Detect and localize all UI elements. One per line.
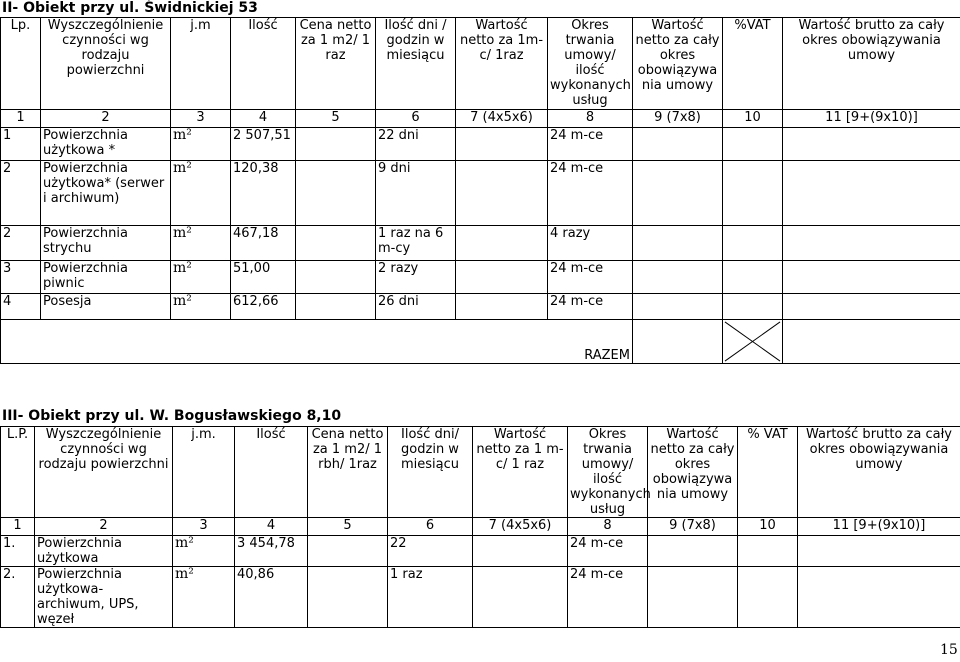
- header-cell: Wartość brutto za cały okres obowiązywania umowy: [783, 18, 960, 110]
- row-gross-total: [783, 161, 960, 226]
- row-lp: 1: [1, 128, 41, 161]
- row-days: 9 dni: [376, 161, 456, 226]
- row-lp: 2.: [1, 567, 35, 628]
- row-value: [456, 161, 548, 226]
- row-qty: 467,18: [231, 226, 296, 261]
- table-row: [1, 226, 960, 261]
- table-row: [1, 161, 960, 226]
- row-vat: [723, 294, 783, 320]
- table-row: [1, 567, 960, 628]
- row-price: [308, 536, 388, 567]
- header-cell: Ilość dni/ godzin w miesiącu: [388, 427, 473, 518]
- row-value: [456, 294, 548, 320]
- row-net-total: [633, 226, 723, 261]
- row-unit: m²: [173, 536, 235, 567]
- header-cell: Cena netto za 1 m2/ 1 raz: [296, 18, 376, 110]
- header-cell: Okres trwania umowy/ ilość wykonanych usług: [548, 18, 633, 110]
- row-name: Powierzchnia strychu: [41, 226, 171, 261]
- header-cell: Wartość netto za 1m-c/ 1raz: [456, 18, 548, 110]
- row-period: 4 razy: [548, 226, 633, 261]
- row-qty: 51,00: [231, 261, 296, 294]
- column-number: 8: [568, 518, 648, 536]
- row-qty: 40,86: [235, 567, 308, 628]
- row-lp: 4: [1, 294, 41, 320]
- row-vat: [738, 536, 798, 567]
- header-cell: L.P.: [1, 427, 35, 518]
- column-number: 8: [548, 110, 633, 128]
- row-price: [296, 294, 376, 320]
- header-cell: Ilość: [231, 18, 296, 110]
- header-cell: Wyszczególnienie czynności wg rodzaju powierzchni: [41, 18, 171, 110]
- column-number: 10: [738, 518, 798, 536]
- column-number: 1: [1, 110, 41, 128]
- cross-mark: [723, 320, 782, 363]
- row-gross-total: [798, 567, 960, 628]
- column-number: 4: [235, 518, 308, 536]
- row-qty: 3 454,78: [235, 536, 308, 567]
- column-number-row: [1, 518, 960, 536]
- row-qty: 2 507,51: [231, 128, 296, 161]
- row-days: 1 raz na 6 m-cy: [376, 226, 456, 261]
- row-lp: 3: [1, 261, 41, 294]
- row-lp: 2: [1, 161, 41, 226]
- column-number: 7 (4x5x6): [473, 518, 568, 536]
- row-gross-total: [783, 128, 960, 161]
- header-cell: Cena netto za 1 m2/ 1 rbh/ 1raz: [308, 427, 388, 518]
- row-unit: m²: [171, 294, 231, 320]
- header-cell: Lp.: [1, 18, 41, 110]
- row-value: [456, 226, 548, 261]
- row-price: [296, 261, 376, 294]
- row-lp: 1.: [1, 536, 35, 567]
- header-cell: Okres trwania umowy/ ilość wykonanych usług: [568, 427, 648, 518]
- row-period: 24 m-ce: [548, 161, 633, 226]
- row-name: Powierzchnia użytkowa: [35, 536, 173, 567]
- row-unit: m²: [171, 226, 231, 261]
- total-net: [633, 320, 723, 364]
- row-days: 2 razy: [376, 261, 456, 294]
- table-row: [1, 536, 960, 567]
- row-value: [456, 128, 548, 161]
- header-cell: Wartość netto za cały okres obowiązywa nia umowy: [648, 427, 738, 518]
- row-value: [473, 567, 568, 628]
- header-row: [1, 18, 960, 110]
- row-gross-total: [783, 226, 960, 261]
- page-number: 15: [940, 642, 958, 658]
- row-name: Powierzchnia użytkowa* (serwer i archiwum): [41, 161, 171, 226]
- total-gross: [783, 320, 960, 364]
- section-title: III- Obiekt przy ul. W. Bogusławskiego 8,10: [2, 408, 342, 424]
- row-unit: m²: [171, 261, 231, 294]
- row-name: Powierzchnia użytkowa *: [41, 128, 171, 161]
- column-number: 2: [35, 518, 173, 536]
- row-vat: [723, 226, 783, 261]
- row-days: 26 dni: [376, 294, 456, 320]
- total-label: RAZEM: [1, 320, 633, 364]
- header-cell: Ilość dni / godzin w miesiącu: [376, 18, 456, 110]
- table-row: [1, 261, 960, 294]
- header-cell: j.m: [171, 18, 231, 110]
- table-row: [1, 128, 960, 161]
- row-net-total: [648, 567, 738, 628]
- row-value: [473, 536, 568, 567]
- row-period: 24 m-ce: [568, 567, 648, 628]
- row-gross-total: [783, 294, 960, 320]
- row-price: [308, 567, 388, 628]
- header-cell: %VAT: [723, 18, 783, 110]
- row-gross-total: [798, 536, 960, 567]
- section-title: II- Obiekt przy ul. Świdnickiej 53: [2, 0, 258, 16]
- row-lp: 2: [1, 226, 41, 261]
- column-number: 5: [296, 110, 376, 128]
- row-name: Powierzchnia użytkowa-archiwum, UPS, węzeł: [35, 567, 173, 628]
- row-period: 24 m-ce: [548, 128, 633, 161]
- row-price: [296, 128, 376, 161]
- row-period: 24 m-ce: [548, 294, 633, 320]
- column-number: 3: [171, 110, 231, 128]
- column-number: 5: [308, 518, 388, 536]
- column-number: 2: [41, 110, 171, 128]
- header-cell: Wartość netto za 1 m-c/ 1 raz: [473, 427, 568, 518]
- row-name: Posesja: [41, 294, 171, 320]
- header-row: [1, 427, 960, 518]
- header-cell: Wartość netto za cały okres obowiązywa nia umowy: [633, 18, 723, 110]
- total-row: [1, 320, 960, 364]
- column-number: 4: [231, 110, 296, 128]
- row-net-total: [633, 261, 723, 294]
- row-gross-total: [783, 261, 960, 294]
- row-vat: [723, 161, 783, 226]
- row-period: 24 m-ce: [548, 261, 633, 294]
- column-number: 9 (7x8): [633, 110, 723, 128]
- table-row: [1, 294, 960, 320]
- column-number: 11 [9+(9x10)]: [798, 518, 960, 536]
- row-qty: 612,66: [231, 294, 296, 320]
- column-number: 7 (4x5x6): [456, 110, 548, 128]
- header-cell: j.m.: [173, 427, 235, 518]
- header-cell: Ilość: [235, 427, 308, 518]
- row-unit: m²: [173, 567, 235, 628]
- row-net-total: [648, 536, 738, 567]
- row-unit: m²: [171, 128, 231, 161]
- row-days: 22 dni: [376, 128, 456, 161]
- row-vat: [738, 567, 798, 628]
- row-net-total: [633, 294, 723, 320]
- header-cell: % VAT: [738, 427, 798, 518]
- column-number: 3: [173, 518, 235, 536]
- column-number: 11 [9+(9x10)]: [783, 110, 960, 128]
- row-value: [456, 261, 548, 294]
- column-number: 9 (7x8): [648, 518, 738, 536]
- column-number: 1: [1, 518, 35, 536]
- row-name: Powierzchnia piwnic: [41, 261, 171, 294]
- row-price: [296, 226, 376, 261]
- total-vat-crossed: [723, 320, 783, 364]
- column-number: 6: [376, 110, 456, 128]
- row-period: 24 m-ce: [568, 536, 648, 567]
- row-qty: 120,38: [231, 161, 296, 226]
- row-net-total: [633, 161, 723, 226]
- column-number-row: [1, 110, 960, 128]
- row-net-total: [633, 128, 723, 161]
- row-days: 1 raz: [388, 567, 473, 628]
- row-vat: [723, 128, 783, 161]
- row-price: [296, 161, 376, 226]
- column-number: 10: [723, 110, 783, 128]
- row-unit: m²: [171, 161, 231, 226]
- row-vat: [723, 261, 783, 294]
- header-cell: Wyszczególnienie czynności wg rodzaju powierzchni: [35, 427, 173, 518]
- table-section-iii: [0, 426, 960, 628]
- table-section-ii: [0, 17, 960, 364]
- column-number: 6: [388, 518, 473, 536]
- header-cell: Wartość brutto za cały okres obowiązywania umowy: [798, 427, 960, 518]
- row-days: 22: [388, 536, 473, 567]
